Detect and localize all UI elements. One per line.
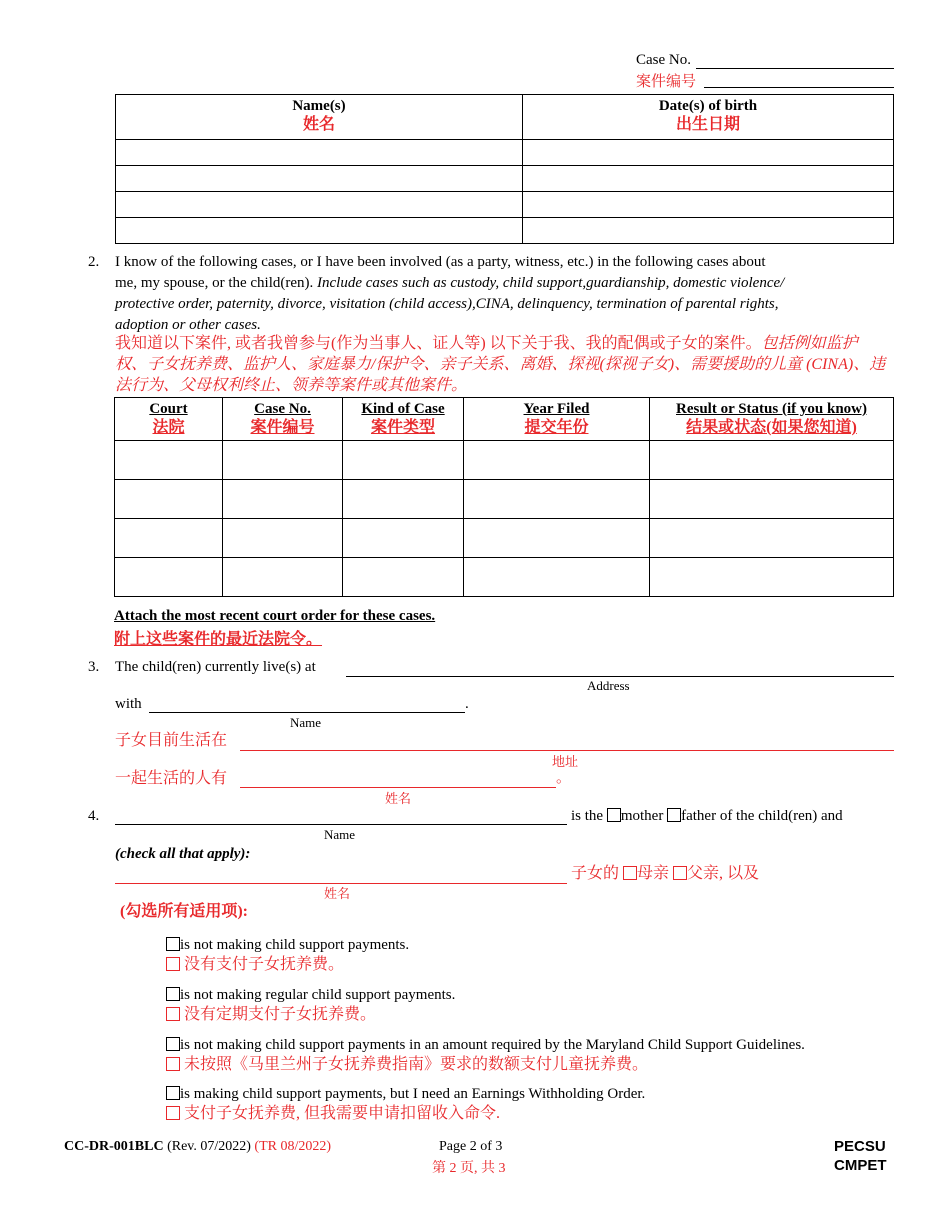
- father-checkbox-zh[interactable]: [673, 866, 687, 880]
- page-number: Page 2 of 3: [439, 1139, 503, 1154]
- case-cell[interactable]: [223, 519, 343, 558]
- col-dob-header: Date(s) of birth 出生日期: [523, 95, 894, 140]
- check-all-label-zh: (勾选所有适用项):: [120, 903, 248, 920]
- item2-line1: I know of the following cases, or I have been involved (as a party, witness, etc.) in the following cases about: [115, 254, 766, 270]
- address-field[interactable]: [346, 675, 894, 677]
- mother-checkbox-zh[interactable]: [623, 866, 637, 880]
- option-3-checkbox[interactable]: [166, 1037, 180, 1051]
- attach-note: Attach the most recent court order for these cases.: [114, 608, 436, 624]
- case-no-label: Case No.: [636, 52, 691, 68]
- case-cell[interactable]: [343, 480, 464, 519]
- item3-number: 3.: [88, 659, 100, 675]
- parent-name-field[interactable]: [115, 823, 567, 825]
- mother-checkbox[interactable]: [607, 808, 621, 822]
- option-1-checkbox-zh[interactable]: [166, 957, 180, 971]
- option-4-checkbox-zh[interactable]: [166, 1106, 180, 1120]
- option-1: is not making child support payments.: [166, 935, 409, 956]
- item4-is-the: is the mother father of the child(ren) and: [571, 808, 843, 824]
- name-cell[interactable]: [116, 140, 523, 166]
- address-caption: Address: [587, 678, 630, 693]
- item2-line4: adoption or other cases.: [115, 317, 261, 333]
- form-code-2: CMPET: [834, 1157, 887, 1174]
- form-number: CC-DR-001BLC (Rev. 07/2022) (TR 08/2022): [64, 1139, 332, 1154]
- item2-line2: me, my spouse, or the child(ren). Include cases such as custody, child support,guardianship, domestic violence/: [115, 275, 785, 291]
- item3-with: with: [115, 696, 142, 712]
- case-cell[interactable]: [650, 519, 894, 558]
- col-name-header: Name(s) 姓名: [116, 95, 523, 140]
- case-cell[interactable]: [650, 558, 894, 597]
- col-caseno-header: Case No. 案件编号: [223, 398, 343, 441]
- option-3-checkbox-zh[interactable]: [166, 1057, 180, 1071]
- name-caption-zh: 姓名: [385, 791, 412, 806]
- item3-zh-with: 一起生活的人有: [115, 770, 228, 787]
- case-cell[interactable]: [343, 441, 464, 480]
- case-cell[interactable]: [223, 441, 343, 480]
- case-cell[interactable]: [115, 441, 223, 480]
- option-1-zh: 没有支付子女抚养费。: [166, 954, 344, 975]
- case-cell[interactable]: [343, 558, 464, 597]
- option-2-checkbox[interactable]: [166, 987, 180, 1001]
- parent-name-caption-zh: 姓名: [324, 886, 351, 901]
- case-cell[interactable]: [115, 558, 223, 597]
- case-cell[interactable]: [464, 519, 650, 558]
- item2-zh-line2: 权、子女抚养费、监护人、家庭暴力/保护令、亲子关系、离婚、探视(探视子女)、需要援助的儿童 (CINA)、违: [115, 356, 886, 373]
- item4-zh-is-the: 子女的 母亲 父亲, 以及: [571, 865, 760, 882]
- page-number-zh: 第 2 页, 共 3: [432, 1161, 506, 1176]
- item2-number: 2.: [88, 254, 100, 270]
- children-table: [115, 94, 894, 244]
- case-cell[interactable]: [343, 519, 464, 558]
- item2-line3: protective order, paternity, divorce, visitation (child access),CINA, delinquency, termination of parental rights,: [115, 296, 779, 312]
- case-no-label-zh: 案件编号: [636, 74, 697, 90]
- option-1-checkbox[interactable]: [166, 937, 180, 951]
- with-name-field[interactable]: [149, 711, 465, 713]
- dob-cell[interactable]: [523, 192, 894, 218]
- option-4-checkbox[interactable]: [166, 1086, 180, 1100]
- case-cell[interactable]: [115, 480, 223, 519]
- name-cell[interactable]: [116, 192, 523, 218]
- cases-table: [114, 397, 894, 597]
- option-2-checkbox-zh[interactable]: [166, 1007, 180, 1021]
- item2-zh-line3: 法行为、父母权利终止、领养等案件或其他案件。: [115, 377, 468, 394]
- case-cell[interactable]: [115, 519, 223, 558]
- form-code-1: PECSU: [834, 1138, 886, 1155]
- attach-note-zh: 附上这些案件的最近法院令。: [114, 631, 323, 648]
- col-kind-header: Kind of Case 案件类型: [343, 398, 464, 441]
- case-no-field[interactable]: [696, 67, 894, 69]
- case-cell[interactable]: [223, 480, 343, 519]
- father-checkbox[interactable]: [667, 808, 681, 822]
- col-court-header: Court 法院: [115, 398, 223, 441]
- father-label-zh: 父亲, 以及: [687, 865, 760, 882]
- col-year-header: Year Filed 提交年份: [464, 398, 650, 441]
- case-cell[interactable]: [464, 558, 650, 597]
- item2-zh-line1: 我知道以下案件, 或者我曾参与(作为当事人、证人等) 以下关于我、我的配偶或子女的案件。包括例如监护: [115, 335, 858, 352]
- mother-label: mother: [620, 808, 664, 824]
- name-caption: Name: [290, 715, 322, 730]
- option-2: is not making regular child support payments.: [166, 985, 455, 1006]
- item3-lives-at: The child(ren) currently live(s) at: [115, 659, 316, 675]
- parent-name-caption: Name: [324, 827, 356, 842]
- dob-cell[interactable]: [523, 140, 894, 166]
- case-cell[interactable]: [464, 480, 650, 519]
- case-cell[interactable]: [464, 441, 650, 480]
- check-all-label: (check all that apply):: [115, 846, 251, 862]
- option-3: is not making child support payments in an amount required by the Maryland Child Support Guidelines.: [166, 1035, 805, 1056]
- name-cell[interactable]: [116, 218, 523, 244]
- item3-zh-period: 。: [556, 770, 572, 786]
- item3-zh-lives-at: 子女目前生活在: [115, 732, 228, 749]
- mother-label-zh: 母亲: [637, 865, 670, 882]
- option-3-zh: 未按照《马里兰州子女抚养费指南》要求的数额支付儿童抚养费。: [166, 1054, 648, 1075]
- col-result-header: Result or Status (if you know) 结果或状态(如果您知道): [650, 398, 894, 441]
- case-no-field-zh[interactable]: [704, 86, 894, 88]
- option-4-zh: 支付子女抚养费, 但我需要申请扣留收入命令.: [166, 1103, 500, 1124]
- option-2-zh: 没有定期支付子女抚养费。: [166, 1004, 376, 1025]
- dob-cell[interactable]: [523, 166, 894, 192]
- name-cell[interactable]: [116, 166, 523, 192]
- option-4: is making child support payments, but I need an Earnings Withholding Order.: [166, 1084, 645, 1105]
- address-caption-zh: 地址: [552, 754, 579, 769]
- item3-period: .: [465, 696, 469, 712]
- case-cell[interactable]: [650, 441, 894, 480]
- item4-number: 4.: [88, 808, 100, 824]
- case-cell[interactable]: [650, 480, 894, 519]
- father-label: father of the child(ren) and: [681, 808, 843, 824]
- dob-cell[interactable]: [523, 218, 894, 244]
- case-cell[interactable]: [223, 558, 343, 597]
